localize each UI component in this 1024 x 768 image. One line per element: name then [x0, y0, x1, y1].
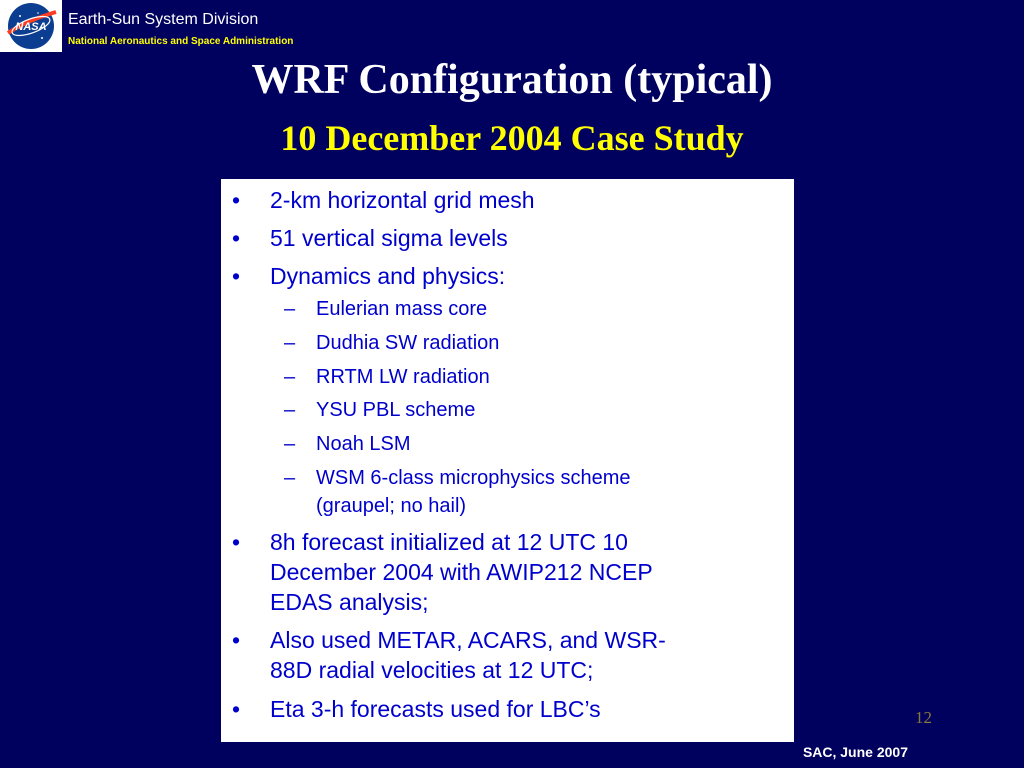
org-subtitle: National Aeronautics and Space Administration: [68, 36, 294, 47]
sub-bullet-line: (graupel; no hail): [316, 495, 467, 517]
sub-bullet-text: Noah LSM: [316, 433, 411, 455]
slide-title: WRF Configuration (typical): [251, 57, 773, 103]
bullet-marker: •: [232, 187, 241, 213]
sub-bullet-text: Eulerian mass core: [316, 298, 488, 320]
bullet-line: December 2004 with AWIP212 NCEP: [270, 559, 653, 585]
bullet-item: [232, 694, 601, 724]
sub-bullet-item: [284, 363, 490, 391]
bullet-marker: •: [232, 263, 241, 289]
dash-marker: –: [284, 366, 296, 388]
bullet-item: [232, 261, 506, 291]
dash-marker: –: [284, 467, 296, 489]
bullet-marker: •: [232, 529, 241, 555]
bullet-marker: •: [232, 696, 241, 722]
dash-marker: –: [284, 332, 296, 354]
bullet-text: 51 vertical sigma levels: [270, 225, 508, 251]
bullet-marker: •: [232, 225, 241, 251]
bullet-item: [232, 625, 666, 685]
bullet-text: 2-km horizontal grid mesh: [270, 187, 535, 213]
sub-bullet-line: WSM 6-class microphysics scheme: [316, 467, 631, 489]
bullet-text: Dynamics and physics:: [270, 263, 506, 289]
bullet-item: [232, 223, 508, 253]
sub-bullet-text: YSU PBL scheme: [316, 399, 476, 421]
bullet-line: 8h forecast initialized at 12 UTC 10: [270, 529, 628, 555]
dash-marker: –: [284, 298, 296, 320]
page-number: 12: [915, 708, 932, 727]
sub-bullet-text: Dudhia SW radiation: [316, 332, 500, 354]
bullet-line: 88D radial velocities at 12 UTC;: [270, 657, 594, 683]
sub-bullet-item: [284, 464, 631, 520]
bullet-item: [232, 185, 535, 215]
dash-marker: –: [284, 399, 296, 421]
sub-bullet-item: [284, 430, 411, 458]
sub-bullet-item: [284, 329, 500, 357]
content-box: [221, 179, 794, 742]
bullet-marker: •: [232, 627, 241, 653]
bullet-text: Eta 3-h forecasts used for LBC’s: [270, 696, 601, 722]
sub-bullet-item: [284, 295, 488, 323]
footer-text: SAC, June 2007: [802, 744, 908, 760]
sub-bullet-item: [284, 396, 476, 424]
slide-subtitle: 10 December 2004 Case Study: [280, 118, 744, 158]
sub-bullet-text: RRTM LW radiation: [316, 366, 490, 388]
org-title: Earth-Sun System Division: [68, 11, 259, 28]
bullet-line: EDAS analysis;: [270, 589, 429, 615]
dash-marker: –: [284, 433, 296, 455]
bullet-item: [232, 527, 653, 617]
bullet-line: Also used METAR, ACARS, and WSR-: [270, 627, 666, 653]
nasa-logo: [0, 0, 62, 52]
logo-lettering: NASA: [15, 21, 47, 33]
